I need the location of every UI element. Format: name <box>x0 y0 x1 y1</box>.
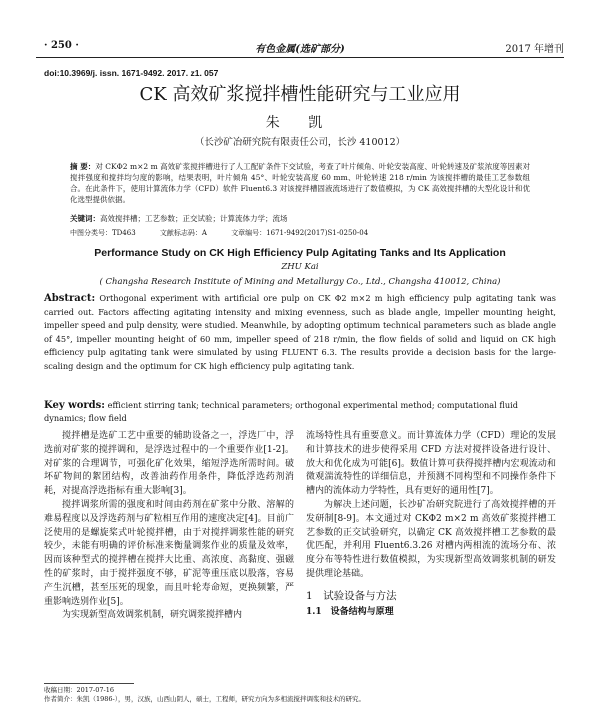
keywords-en <box>44 399 556 425</box>
abstract-en-label: Abstract: <box>44 293 96 304</box>
header-rule <box>36 57 564 58</box>
paragraph: 为解决上述问题，长沙矿冶研究院进行了高效搅拌槽的开发研制[8-9]。本文通过对 CKΦ2 m×2 m 高效矿浆搅拌槽工艺参数的正交试验研究，以确定 CK 高效搅拌槽工艺参数的最优匹配，并利用 Fluent6.3.26 对槽内两相流的流场分布、浓度分布等特性进行数值模拟，为实现新型高效调浆机制的研发提供理论基础。 <box>306 499 556 579</box>
paragraph: 为实现新型高效调浆机制，研究调浆搅拌槽内 <box>62 610 243 621</box>
clc-number: 中图分类号：TD463 <box>70 229 136 237</box>
footnote-rule <box>44 683 134 684</box>
paragraph: 搅拌调浆所需的强度和时间由药剂在矿浆中分散、溶解的难易程度以及浮选药剂与矿粒相互作用的速度决定[4]。目前广泛使用的是螺旋桨式叶轮搅拌槽，由于对搅拌调浆性能的研究较少，未能有明确的评价标准来衡量调浆作业的质量及效率，因而该种型式的搅拌槽在搅拌大比重、高浓度、高黏度、强磁性的矿浆时，由于搅拌强度不够，矿泥等重压底以股落，容易产生沉槽，甚至压死的现象，而且叶轮寿命短，更换频繁，严重影响选别作业[5]。 <box>44 499 294 607</box>
abstract-en-text: Orthogonal experiment with artificial ore pulp on CK Φ2 m×2 m high efficiency pulp agitating tank was carried out. Factors affecting agitating intensity and mixing evenness, such as blade angle, impeller mounting height, impeller speed and pulp density, were studied. Meanwhile, by adopting optimum technical parameters such as blade angle of 45°, impeller mounting height of 60 mm, impeller speed of 218 r/min, the flow fields of solid and liquid on CK high efficiency pulp agitating tank were simulated by using FLUENT 6.3. The results provide a decision basis for the large-scaling design and the optimum for CK high efficiency pulp agitating tank. <box>44 293 556 371</box>
running-header <box>36 38 564 56</box>
keywords-en-text: efficient stirring tank; technical parameters; orthogonal experimental method; computational fluid dynamics; flow field <box>44 400 518 423</box>
keywords-en-label: Key words: <box>44 400 105 411</box>
doc-code: 文献标志码：A <box>159 229 207 237</box>
keywords-cn-label: 关键词： <box>70 214 100 223</box>
page-number: · 250 · <box>44 40 79 51</box>
abstract-cn-text: 对 CKΦ2 m×2 m 高效矿浆搅拌槽进行了人工配矿条件下交试验，考查了叶片倾角、叶轮安装高度、叶轮转速及矿浆浓度等因素对搅拌强度和搅拌均匀度的影响，结果表明，叶片倾角 45°、叶轮安装高度 60 mm、叶轮转速 218 r/min 为该搅拌槽的最佳工艺参数组合。在此条件下，使用计算流体力学（CFD）软件 Fluent6.3 对该搅拌槽固液流场进行了数值模拟，为 CK 高效搅拌槽的大型化设计和优化选型提供依据。 <box>70 162 530 204</box>
received-date: 收稿日期：2017-07-16 <box>44 686 114 694</box>
body-left-column <box>44 430 294 623</box>
doi: doi:10.3969/j. issn. 1671-9492. 2017. z1. 057 <box>44 68 219 78</box>
paragraph: 流场特性具有重要意义。而计算流体力学（CFD）理论的发展和计算技术的进步使得采用 CFD 方法对搅拌设备进行设计、放大和优化成为可能[6]。数值计算可获得搅拌槽内宏观流动和微观湍流特性的详细信息，并预测不同构型和不同操作条件下槽内的流体动力学特性，具有更好的通用性[7]。 <box>306 431 556 497</box>
author-cn: 朱 凯 <box>265 115 335 131</box>
body-right-column <box>306 430 556 619</box>
author-en: ZHU Kai <box>281 262 319 272</box>
abstract-cn <box>70 161 530 205</box>
issue-label: 2017 年增刊 <box>505 44 564 55</box>
abstract-en <box>44 292 556 374</box>
author-info: 作者简介：朱凯（1986-），男，汉族，山西山阴人，硕士，工程师，研究方向为多相流搅拌调浆和技术的研究。 <box>44 695 365 703</box>
paragraph: 搅拌槽是选矿工艺中重要的辅助设备之一，浮选厂中，浮选前对矿浆的搅拌调和，是浮选过程中的一个重要作业[1-2]。对矿浆的合理调节，可强化矿化效果，缩短浮选所需时间。破坏矿物间的絮团结构，改善油药作用条件，降低浮选药剂消耗，对提高浮选指标有重大影响[3]。 <box>44 431 294 497</box>
journal-name: 有色金属(选矿部分) <box>255 44 345 55</box>
keywords-cn <box>70 213 530 224</box>
section-heading: 1 试验设备与方法 <box>306 589 397 602</box>
article-number: 文章编号：1671-9492(2017)S1-0250-04 <box>231 229 369 237</box>
title-cn: CK 高效矿浆搅拌槽性能研究与工业应用 <box>139 84 461 105</box>
footnote <box>44 686 365 704</box>
article-identifiers <box>70 228 530 238</box>
abstract-cn-label: 摘 要： <box>70 162 96 171</box>
subsection-heading: 1.1 设备结构与原理 <box>306 606 394 617</box>
affiliation-cn: （长沙矿冶研究院有限责任公司，长沙 410012） <box>194 137 406 148</box>
affiliation-en: ( Changsha Research Institute of Mining and Metallurgy Co., Ltd., Changsha 410012, China) <box>99 277 501 287</box>
keywords-cn-text: 高效搅拌槽；工艺参数；正交试验；计算流体力学；流场 <box>100 214 288 223</box>
title-en: Performance Study on CK High Efficiency Pulp Agitating Tanks and Its Application <box>94 247 506 259</box>
